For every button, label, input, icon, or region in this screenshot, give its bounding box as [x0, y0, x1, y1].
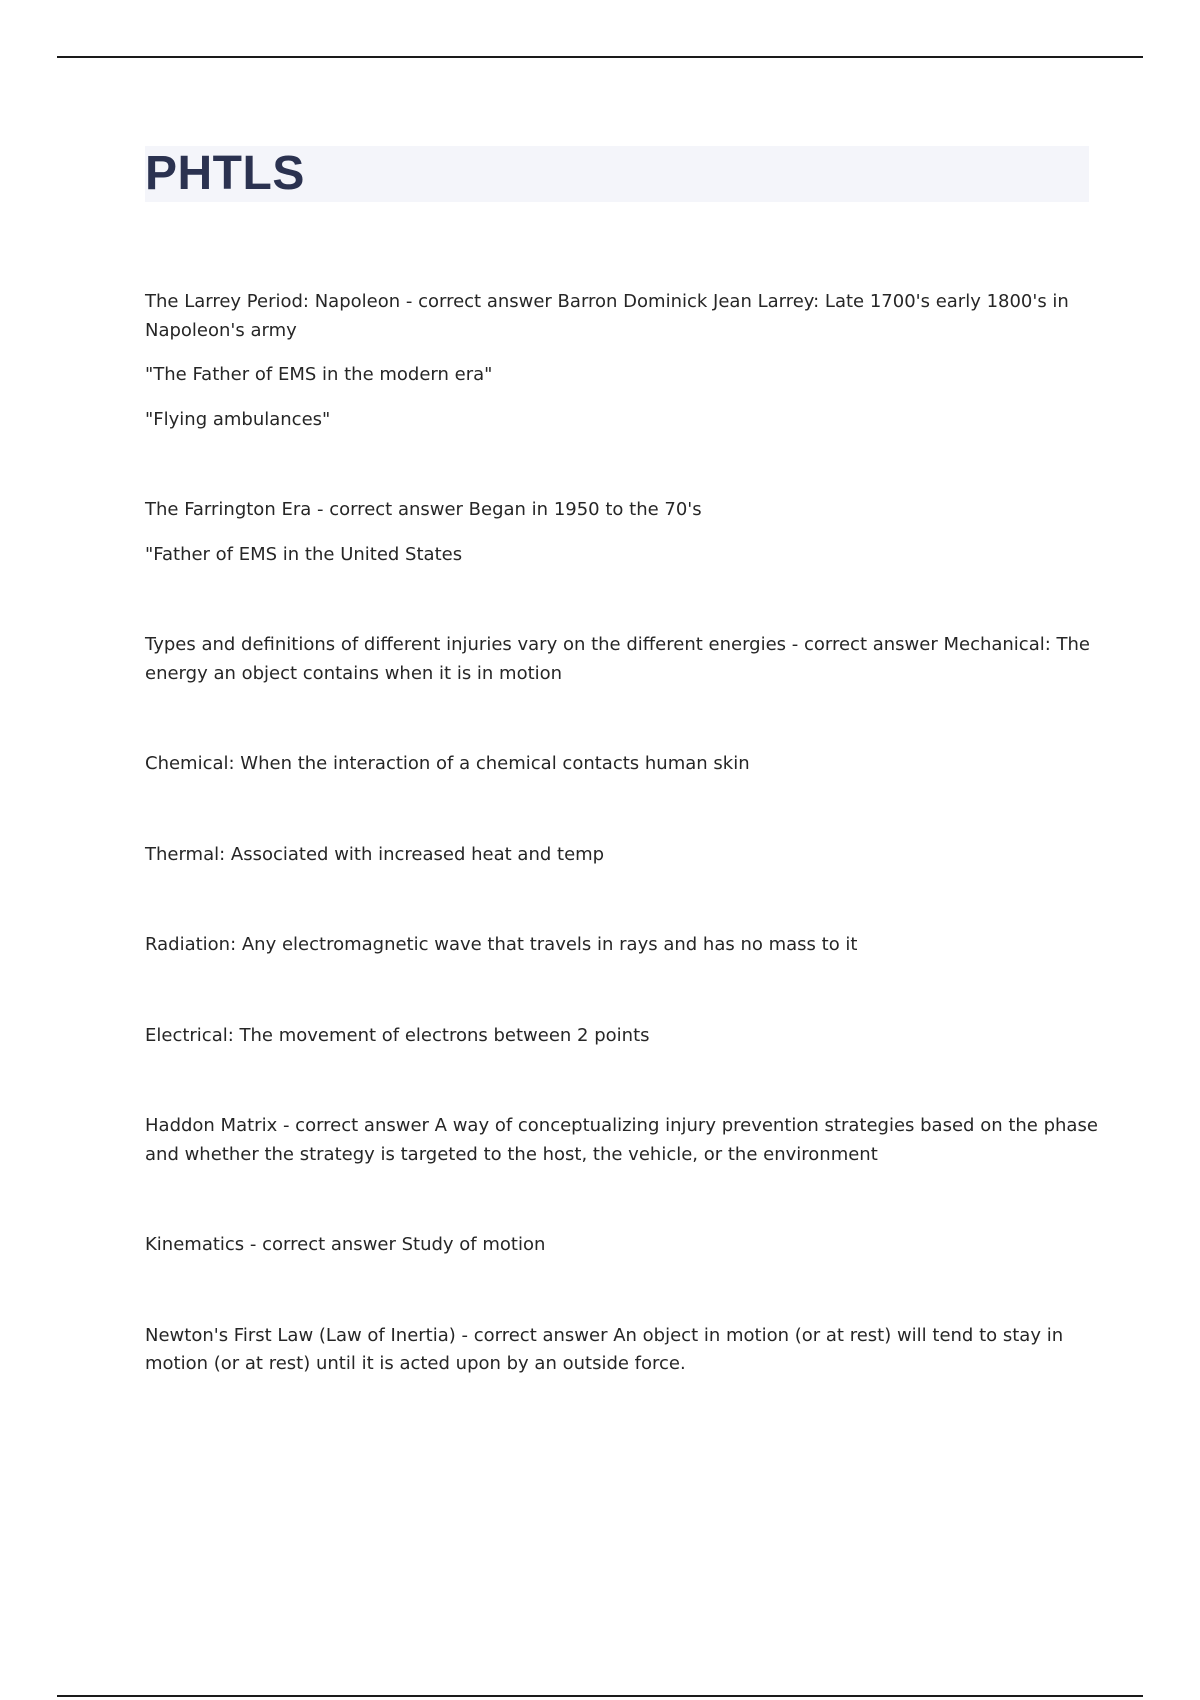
- entry-farrington-line-1: The Farrington Era - correct answer Began in 1950 to the 70's: [145, 499, 702, 520]
- entry-kinematics: Kinematics - correct answer Study of motion: [145, 1234, 546, 1255]
- page-title: PHTLS: [145, 147, 305, 200]
- entry-thermal: Thermal: Associated with increased heat and temp: [145, 843, 605, 865]
- entry-larrey-line-3: "Flying ambulances": [145, 408, 331, 430]
- entry-energies: Types and definitions of different injuries vary on the different energies - correct answer Mechanical: The energy an object contains when it is in motion: [145, 634, 1090, 684]
- entry-larrey-line-1: The Larrey Period: Napoleon - correct answer Barron Dominick Jean Larrey: Late 1700's early 1800's in Napoleon's army: [145, 291, 1069, 341]
- entry-radiation: Radiation: Any electromagnetic wave that travels in rays and has no mass to it: [145, 934, 858, 955]
- entry-chemical: Chemical: When the interaction of a chemical contacts human skin: [145, 753, 750, 774]
- entry-haddon-matrix: Haddon Matrix - correct answer A way of conceptualizing injury prevention strategies based on the phase and whether the strategy is targeted to the host, the vehicle, or the environment: [145, 1115, 1098, 1165]
- bottom-rule: [57, 1695, 1143, 1697]
- document-body: [145, 288, 1100, 1379]
- entry-farrington-line-2: "Father of EMS in the United States: [145, 543, 463, 565]
- entry-newtons-first-law: Newton's First Law (Law of Inertia) - correct answer An object in motion (or at rest) will tend to stay in motion (or at rest) until it is acted upon by an outside force.: [145, 1324, 1064, 1374]
- top-rule: [57, 56, 1143, 58]
- entry-larrey-line-2: "The Father of EMS in the modern era": [145, 364, 493, 385]
- entry-electrical: Electrical: The movement of electrons between 2 points: [145, 1024, 650, 1046]
